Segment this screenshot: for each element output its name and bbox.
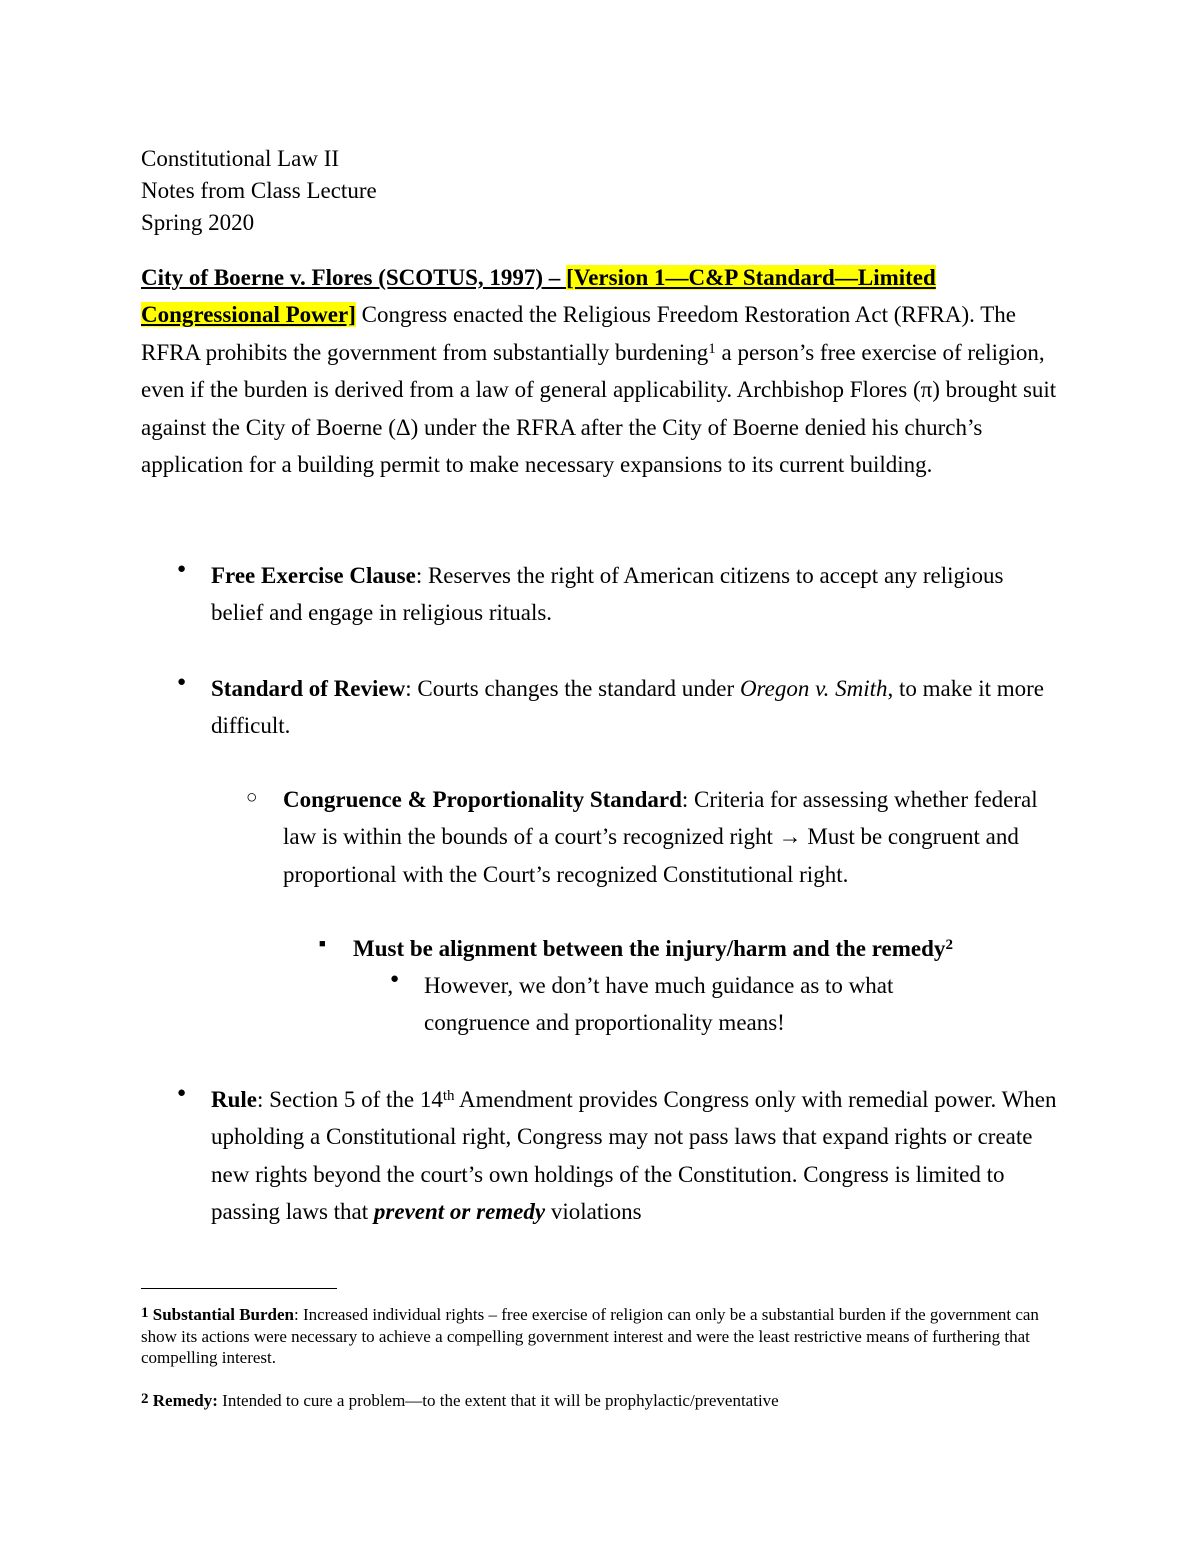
arrow-right-icon: →	[778, 824, 802, 850]
bullet-dot-icon: ●	[177, 674, 187, 690]
rule-text-after: violations	[545, 1199, 642, 1225]
term-cp-standard: Congruence & Proportionality Standard	[283, 787, 682, 812]
ordinal-sup: th	[442, 1088, 455, 1104]
footnote-separator	[141, 1288, 337, 1289]
case-ref-oregon-v-smith: Oregon v. Smith	[739, 676, 888, 701]
bullet-rule	[177, 1081, 1061, 1231]
bullet-free-exercise	[177, 557, 1041, 632]
footnote-ref-2[interactable]: 2	[945, 937, 953, 953]
bullet-guidance	[390, 967, 984, 1042]
case-tag-highlight: [Version 1—C&P Standard—Limited Congressional Power]	[141, 265, 936, 328]
standard-text-before: : Courts changes the standard under	[405, 676, 740, 701]
bullet-dot-icon: ●	[177, 1085, 187, 1101]
free-exercise-text: : Reserves the right of American citizens to accept any religious belief and engage in religious rituals.	[211, 563, 1004, 626]
footnote-1-term: Substantial Burden	[152, 1305, 294, 1324]
guidance-text: However, we don’t have much guidance as to what congruence and proportionality means!	[424, 973, 894, 1036]
alignment-text: Must be alignment between the injury/harm and the remedy	[353, 936, 946, 961]
cp-text-after: Must be congruent and proportional with the Court’s recognized Constitutional right.	[283, 824, 1019, 887]
rule-text-before: : Section 5 of the 14	[257, 1087, 443, 1112]
term: Spring 2020	[141, 210, 255, 235]
document-header	[141, 143, 377, 239]
bullet-dot-icon: ●	[177, 561, 187, 577]
footnote-2	[141, 1389, 1061, 1412]
standard-text-after: , to make it more difficult.	[211, 676, 1044, 739]
footnote-ref-1[interactable]: 1	[708, 340, 716, 357]
case-summary	[141, 259, 1061, 483]
bullet-square-icon: ■	[319, 938, 326, 950]
footnote-1-text: : Increased individual rights – free exercise of religion can only be a substantial burden if the government can show its actions were necessary to achieve a compelling government interest and were the least restrictive means of furthering that compelling interest.	[141, 1305, 1039, 1367]
course-title: Constitutional Law II	[141, 146, 340, 171]
case-name: City of Boerne v. Flores (SCOTUS, 1997) –	[141, 265, 567, 290]
footnote-1	[141, 1303, 1061, 1369]
bullet-alignment	[319, 930, 1053, 967]
footnote-2-term: Remedy:	[152, 1391, 218, 1410]
rule-emphasis: prevent or remedy	[373, 1199, 546, 1225]
bullet-circle-icon: ○	[246, 787, 258, 808]
footnote-1-number: 1	[141, 1305, 149, 1321]
notes-subtitle: Notes from Class Lecture	[141, 178, 377, 203]
bullet-cp-standard	[246, 781, 1063, 893]
rule-text-mid: Amendment provides Congress only with remedial power. When upholding a Constitutional right, Congress may not pass laws that expand rights or create new rights beyond the court’s own holdings of the Constitution. Congress is limited to passing laws that	[211, 1087, 1057, 1225]
footnote-2-text: Intended to cure a problem—to the extent that it will be prophylactic/preventative	[217, 1391, 779, 1410]
case-body-part1: Congress enacted the Religious Freedom Restoration Act (RFRA). The RFRA prohibits the government from substantially burdening	[141, 302, 1016, 365]
cp-text-before: : Criteria for assessing whether federal law is within the bounds of a court’s recognized right	[283, 787, 1038, 850]
term-free-exercise: Free Exercise Clause	[211, 563, 416, 588]
term-rule: Rule	[211, 1087, 257, 1112]
footnote-2-number: 2	[141, 1391, 149, 1407]
term-standard-of-review: Standard of Review	[211, 676, 406, 701]
bullet-standard-of-review	[177, 670, 1061, 745]
case-body-part2: a person’s free exercise of religion, even if the burden is derived from a law of general applicability. Archbishop Flores (π) brought suit against the City of Boerne (Δ) under the RFRA after the City of Boerne denied his church’s application for a building permit to make necessary expansions to its current building.	[141, 339, 1057, 478]
bullet-dot-icon: ●	[390, 971, 400, 987]
